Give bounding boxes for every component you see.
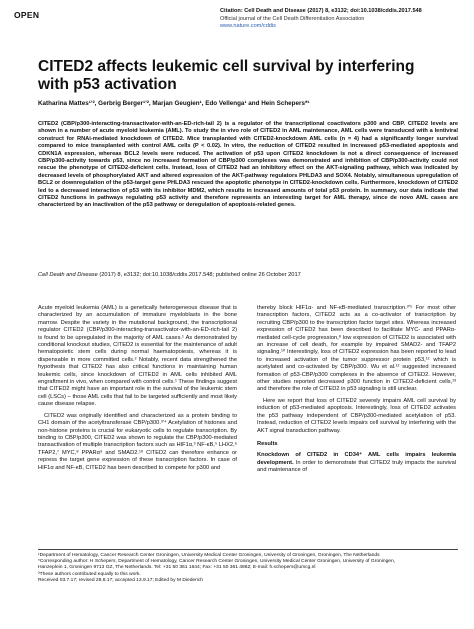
footnote-affiliation: ¹Department of Hematology, Cancer Research Center Groningen, University Medical Center Groningen, University of Groningen, Groningen, The Netherlands [38, 553, 380, 558]
results-subheading: Knockdown of CITED2 in CD34⁺ AML cells impairs leukemia development. [257, 452, 456, 466]
results-heading: Results [257, 440, 278, 447]
official-journal-line: Official journal of the Cell Death Differentiation Association [220, 15, 365, 22]
body-paragraph: Acute myeloid leukemia (AML) is a genetically heterogeneous disease that is characterized by an accumulation of immature myeloblasts in the bone marrow. Despite the variety in the mutational background, the transcriptional regulator CITED2 (CBP/p300-interacting-transactivator-with-an-ED-rich-tail 2) is found to be upregulated in the majority of AML cases.¹ As demonstrated by conditional knockout studies, CITED2 is essential for the maintenance of adult hematopoietic stem cells during normal haematopoiesis, whereas it is dispensable in more committed cells.² Notably, recent data strengthened the hypothesis that CITED2 has also critical functions in maintaining human leukemic cells, since knockdown of CITED2 in AML cells inhibited AML engraftment in vivo, when compared with control cells.¹ These findings suggest that CITED2 might have an important role in the survival of the leukemic stem cell (LSCs) – those AML cells that fail to be targeted sufficiently and most likely cause disease relapse. [38, 305, 237, 408]
citation-line [38, 272, 458, 279]
open-access-label: OPEN [14, 10, 40, 20]
results-text: In order to demonstrate that CITED2 truly impacts the survival and maintenance of [257, 459, 456, 474]
citation-journal: Cell Death and Disease [38, 272, 98, 278]
body-column-right [257, 305, 456, 479]
author-list: Katharina Mattes¹ʼ², Gerbrig Berger¹ʼ², Marjan Geugien¹, Edo Vellenga¹ and Hein Schepers*¹ [38, 100, 310, 107]
body-paragraph: thereby block HIF1α- and NF-κB-mediated transcription.³ʼ⁵ For most other transcription factors, CITED2 acts as a co-activator of transcription by recruiting CBP/p300 to the transcription factor target sites. Whereas increased expression of CITED2 has been described to facilitate MYC- and PPARα-mediated cell-cycle progression,⁸ low expression of CITED2 is associated with an increase of cell death, for example by impaired SMAD2- and TFAP2 signaling.¹⁰ Interestingly, loss of CITED2 expression has been reported to lead to increased activation of the tumor suppressor protein p53,¹² which is acetylated and co-activated by CBP/p300. Wu et al.¹² suggested increased formation of p53-CBP/p300 complexes in the absence of CITED2. However, other studies reported decreased p300 function in CITED2-deficient cells,¹³ and therefore the role of CITED2 in p53 signaling is still unclear. [257, 305, 456, 393]
journal-url-link[interactable]: www.nature.com/cddis [220, 23, 276, 30]
body-paragraph: CITED2 was originally identified and characterized as a protein binding to CH1 domain of the acetyltransferase CBP/p300.³ʼ⁴ Acetylation of histones and non-histone proteins is crucial for eukaryotic cells to regulate transcription. By binding to CBP/p300, CITED2 was shown to regulate the CBP/p300-mediated transactivation of multiple transcription factors such as HIF1α,³ NF-κB,⁵ LHX2,⁶ TFAP2,⁷ MYC,⁸ PPARα⁹ and SMAD2.¹⁰ CITED2 can therefore enhance or repress the target gene expression of these transcription factors. In case of HIF1α and NF-κB, CITED2 has been described to compete for p300 and [38, 412, 237, 471]
citation-header: Citation: Cell Death and Disease (2017) 8, e3132; doi:10.1038/cddis.2017.548 [220, 8, 422, 14]
footnote-dates: Received 03.7.17; revised 28.8.17; accepted 13.9.17; Edited by M Diederich [38, 577, 204, 583]
footnote-divider [38, 549, 458, 550]
footnote-equal-contribution: ²These authors contributed equally to this work. [38, 571, 141, 577]
citation-details: (2017) 8, e3132; doi:10.1038/cddis.2017.548; published online 26 October 2017 [97, 272, 301, 278]
abstract: CITED2 (CBP/p300-interacting-transactivator-with-an-ED-rich-tail 2) is a regulator of the transcriptional coactivators p300 and CBP. CITED2 levels are shown in a number of acute myeloid leukemia (AML). To study the in vivo role of CITED2 in AML maintenance, AML cells were transduced with a lentiviral construct for RNAi-mediated knockdown of CITED2. Mice transplanted with CITED2-knockdown AML cells (n = 4) had a significantly longer survival compared to mice transplanted with control AML cells (P < 0.02). In vitro, the reduction of CITED2 resulted in increased p53-mediated apoptosis and CDKN1A expression, whereas BCL2 levels were reduced. The activation of p53 upon CITED2 knockdown is not a direct consequence of increased CBP/p300-activity towards p53, since no increased formation of CBP/p300 complexes was demonstrated and inhibition of CBP/p300-activity could not rescue the phenotype of CITED2-deficient cells. Instead, loss of CITED2 had an inhibitory effect on the AKT-signaling pathway, which was indicated by decreased levels of phosphorylated AKT and altered expression of the AKT-pathway regulators PHLDA3 and SOX4. Notably, simultaneous upregulation of BCL2 or downregulation of the p53-target gene PHLDA3 rescued the apoptotic phenotype in CITED2-knockdown cells. Furthermore, knockdown of CITED2 led to a decreased interaction of p53 with its inhibitor MDM2, which results in increased amounts of total p53 protein. In summary, our data indicate that CITED2 functions in pathways regulating p53 activity and therefore represents an interesting target for AML therapy, since de novo AML cases are characterized by an inactivation of the p53 pathway or deregulation of apoptosis-related genes. [38, 121, 458, 209]
results-paragraph [257, 452, 456, 474]
body-paragraph: Here we report that loss of CITED2 severely impairs AML cell survival by induction of p53-mediated apoptosis. Interestingly, loss of CITED2 activates the p53 pathway independent of CBP/p300-mediated acetylation of p53. Instead, reduction of CITED2 levels impairs cell survival by interfering with the AKT signal transduction pathway. [257, 397, 456, 434]
footnote-correspondence-contact: Hanzeplein 1, Groningen 9713 GZ, The Netherlands. Tel: +31 50 361 1644; Fax: +31 50 361 4862; E-mail: h.schepers@umcg.nl [38, 565, 316, 571]
footnote-correspondence: *Corresponding author: H Schepers, Department of Hematology, Cancer Research Center Groningen, University Medical Center Groningen, University of Groningen, [38, 559, 396, 565]
journal-header [220, 8, 460, 31]
body-column-left [38, 305, 237, 476]
footnotes [38, 553, 458, 584]
article-title: CITED2 affects leukemic cell survival by interfering with p53 activation [38, 58, 415, 93]
